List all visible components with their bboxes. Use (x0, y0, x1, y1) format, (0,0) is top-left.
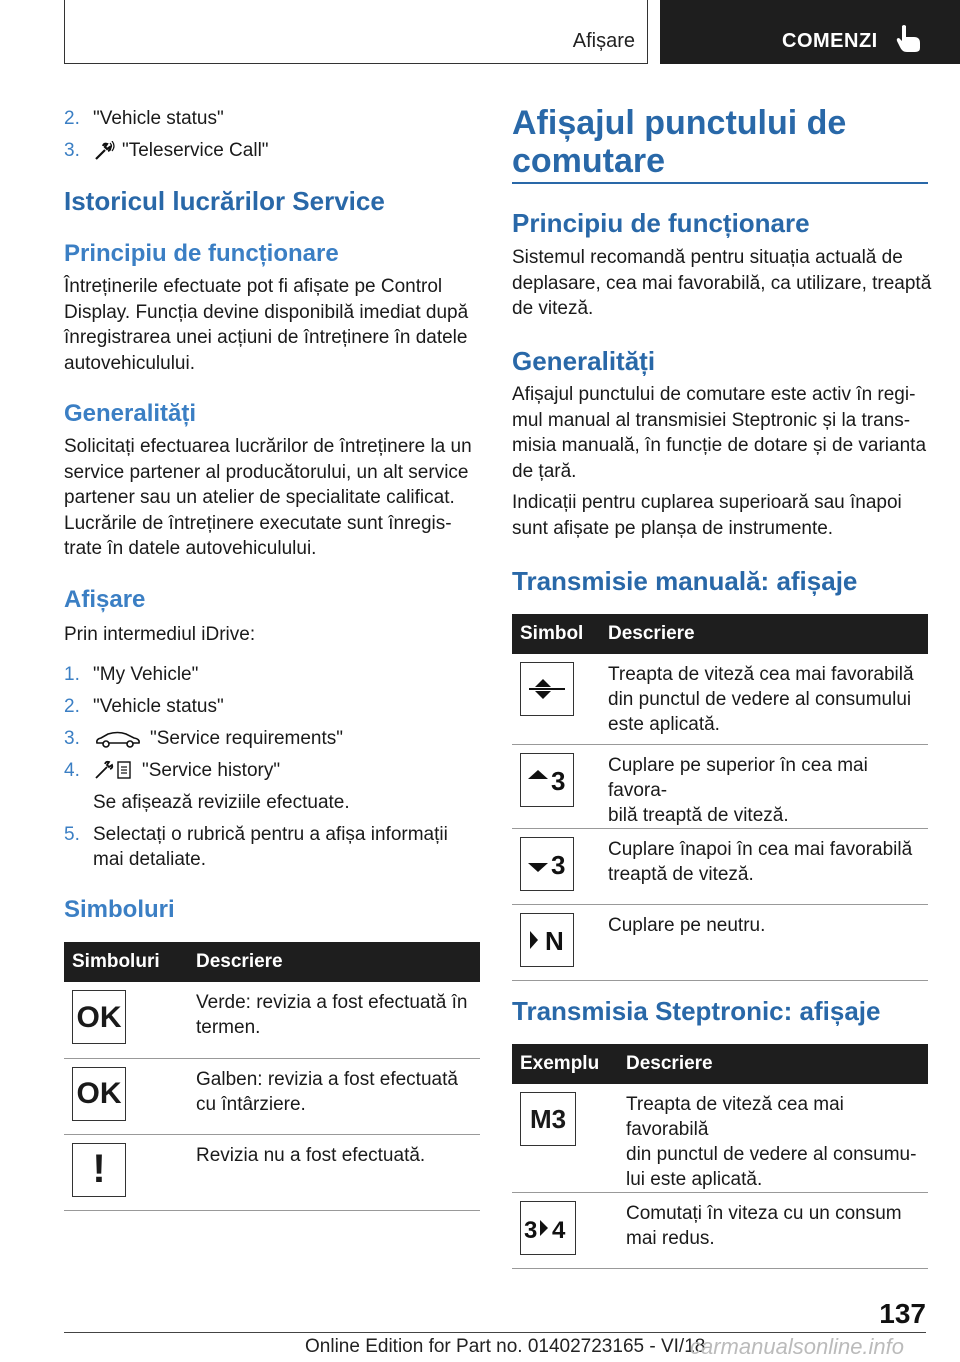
list-number: 3. (64, 140, 80, 161)
heading-generalitati: Generalități (64, 400, 197, 427)
table-row (512, 1084, 928, 1193)
manual-display-table (512, 614, 928, 981)
table-row (512, 828, 928, 904)
desc-line: mai redus. (626, 1228, 715, 1249)
header-section-tab (64, 0, 648, 64)
heading-principiu: Principiu de funcționare (64, 240, 339, 267)
list-number: 4. (64, 760, 80, 781)
text-line: Display. Funcția devine disponibilă imediat după (64, 301, 469, 323)
text-line: mul manual al transmisiei Steptronic și la trans- (512, 409, 911, 431)
heading-istoric: Istoricul lucrărilor Service (64, 186, 385, 216)
neutral-icon (520, 913, 574, 967)
list-text: "Teleservice Call" (122, 140, 269, 161)
desc-line: termen. (196, 1017, 261, 1038)
table-row (512, 654, 928, 744)
column-header: Descriere (618, 1044, 928, 1084)
svg-text:3: 3 (524, 1217, 538, 1243)
column-header: Exemplu (512, 1044, 618, 1084)
service-history-icon (94, 760, 134, 782)
desc-line: din punctul de vedere al consumului (608, 689, 912, 710)
desc-line: Cuplare pe superior în cea mai favora- (608, 754, 868, 801)
text-line: autovehiculului. (64, 352, 195, 374)
desc-line: Treapta de viteză cea mai favorabilă (608, 664, 914, 685)
list-number: 3. (64, 728, 80, 749)
table-row (64, 1134, 480, 1210)
text-line: Lucrările de întreținere executate sunt înregis- (64, 512, 452, 534)
exclamation-icon: ! (72, 1143, 126, 1197)
text-line: trate în datele autovehiculului. (64, 538, 317, 559)
desc-line: bilă treaptă de viteză. (608, 804, 789, 826)
column-header: Simboluri (64, 942, 188, 982)
text-line: deplasare, cea mai favorabilă, ca utilizare, treaptă (512, 272, 932, 294)
list-text: "Service history" (142, 760, 281, 781)
heading-simboluri: Simboluri (64, 896, 175, 923)
header-chapter-tab (660, 0, 960, 64)
paragraph-generalitati (64, 434, 484, 562)
text-line: partener sau un atelier de specialitate calificat. (64, 487, 455, 508)
list-text: "Service requirements" (150, 728, 344, 749)
list-text: Selectați o rubrică pentru a afișa informații (93, 824, 448, 845)
title-line: comutare (512, 142, 666, 180)
text-line: Sistemul recomandă pentru situația actuală de (512, 247, 903, 268)
text-line: Indicații pentru cuplarea superioară sau înapoi (512, 492, 902, 513)
header-section-label: Afișare (572, 30, 635, 52)
title-line: Afișajul punctului de (512, 104, 847, 142)
table-row (512, 744, 928, 828)
desc-line: Cuplare pe neutru. (608, 914, 766, 936)
svg-text:4: 4 (552, 1217, 566, 1243)
header-chapter-label: COMENZI (782, 30, 878, 52)
footer-rule (64, 1332, 926, 1333)
paragraph-principiu (64, 274, 484, 376)
text-line: sunt afișate pe planșa de instrumente. (512, 517, 834, 539)
heading-principiu-right: Principiu de funcționare (512, 208, 810, 238)
list-text: "Vehicle status" (93, 696, 224, 717)
shift-3-to-4-icon (520, 1201, 576, 1255)
list-number: 5. (64, 824, 80, 845)
list-text: "My Vehicle" (93, 664, 199, 685)
svg-text:3: 3 (551, 849, 566, 879)
upshift-icon (520, 753, 574, 807)
desc-line: din punctul de vedere al consumu- (626, 1144, 917, 1165)
svg-text:N: N (545, 925, 564, 955)
table-row (512, 1193, 928, 1269)
desc-line: Cuplare înapoi în cea mai favorabilă (608, 838, 913, 860)
list-text: "Vehicle status" (93, 108, 224, 129)
title-rule (512, 182, 928, 184)
desc-line: este aplicată. (608, 714, 720, 735)
heading-steptronic: Transmisia Steptronic: afișaje (512, 996, 881, 1026)
ok-symbol-icon: OK (72, 990, 126, 1044)
heading-generalitati-right: Generalități (512, 346, 656, 376)
heading-afisare: Afișare (64, 586, 146, 613)
text-line: Întreținerile efectuate pot fi afișate pe Control (64, 276, 443, 297)
list-number: 1. (64, 664, 80, 685)
list-number: 2. (64, 108, 80, 129)
paragraph-principiu-right (512, 245, 932, 322)
svg-text:3: 3 (551, 765, 566, 795)
table-row (64, 982, 480, 1058)
text-line: service partener al producătorului, un alt service (64, 461, 469, 483)
desc-line: lui este aplicată. (626, 1169, 763, 1190)
paragraph-generalitati-right (512, 382, 932, 484)
steptronic-display-table (512, 1044, 928, 1269)
page-number: 137 (879, 1298, 926, 1329)
list-text: Se afișează reviziile efectuate. (93, 792, 350, 813)
ok-symbol-icon: OK (72, 1067, 126, 1121)
text-line: Afișajul punctului de comutare este activ în regi- (512, 384, 916, 405)
car-icon (94, 730, 142, 748)
list-text: mai detaliate. (93, 849, 207, 870)
pointing-hand-icon (896, 24, 922, 54)
m3-display-icon: M3 (520, 1092, 576, 1146)
desc-line: treaptă de viteză. (608, 863, 754, 885)
table-row (512, 904, 928, 980)
column-header: Descriere (600, 614, 928, 654)
text-line: de țară. (512, 460, 577, 482)
text-line: de viteză. (512, 298, 594, 319)
paragraph-indicatii (512, 490, 932, 541)
table-row (64, 1058, 480, 1134)
text-line: Solicitați efectuarea lucrărilor de întreținere la un (64, 436, 472, 457)
paragraph-afisare: Prin intermediul iDrive: (64, 624, 256, 645)
desc-line: Treapta de viteză cea mai favorabilă (626, 1094, 844, 1140)
wrench-signal-icon (94, 141, 116, 161)
optimal-gear-icon (520, 662, 574, 716)
list-number: 2. (64, 696, 80, 717)
desc-line: Comutați în viteza cu un consum (626, 1203, 902, 1224)
page-title (512, 104, 846, 180)
desc-line: Verde: revizia a fost efectuată în (196, 992, 468, 1013)
watermark: carmanualsonline.info (690, 1334, 905, 1359)
desc-line: Revizia nu a fost efectuată. (196, 1144, 426, 1166)
text-line: misia manuală, în funcție de dotare și de varianta (512, 435, 927, 456)
footer-edition-text: Online Edition for Part no. 01402723165 - VI/18 (305, 1336, 706, 1357)
column-header: Descriere (188, 942, 480, 982)
desc-line: cu întârziere. (196, 1093, 306, 1115)
column-header: Simbol (512, 614, 600, 654)
heading-manuala: Transmisie manuală: afișaje (512, 566, 858, 596)
symbols-table (64, 942, 480, 1211)
text-line: înregistrarea unei acțiuni de întreținere în datele (64, 327, 468, 348)
downshift-icon (520, 837, 574, 891)
desc-line: Galben: revizia a fost efectuată (196, 1068, 458, 1090)
